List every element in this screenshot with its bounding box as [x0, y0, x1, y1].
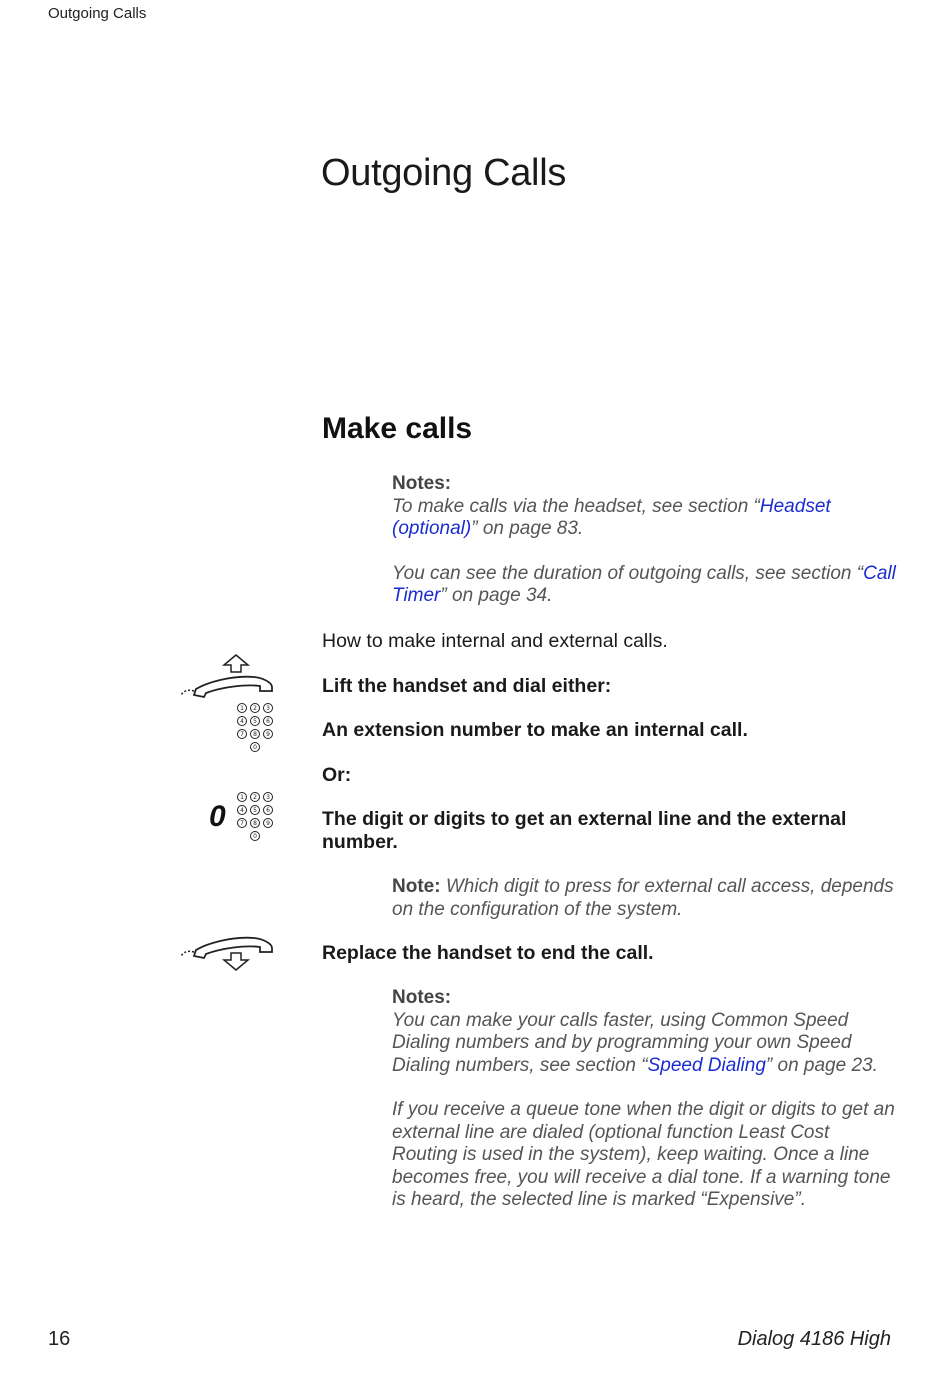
- page-number: 16: [48, 1328, 71, 1350]
- svg-text:1: 1: [240, 705, 244, 712]
- svg-text:1: 1: [240, 794, 244, 801]
- step-replace-handset: Replace the handset to end the call.: [322, 942, 654, 964]
- note-heading: Note:: [392, 876, 441, 897]
- svg-text:8: 8: [253, 731, 257, 738]
- handset-replace-icon: [176, 930, 276, 972]
- keypad-icon: [236, 702, 276, 754]
- notes-heading: Notes:: [392, 987, 452, 1008]
- zero-digit: 0: [209, 800, 226, 833]
- headset-link[interactable]: Headset (optional): [392, 495, 831, 539]
- svg-text:0: 0: [253, 744, 257, 751]
- step-or: Or:: [322, 764, 352, 786]
- step-extension: An extension number to make an internal call.: [322, 719, 748, 741]
- step-external: The digit or digits to get an external line and the external number.: [322, 808, 847, 853]
- note-speed-dialing-text: You can make your calls faster, using Common Speed Dialing numbers and by programming your own Speed Dialing numbers, see section “Speed Dialing” on page 23.: [392, 1009, 878, 1076]
- keypad-icon: [236, 791, 276, 843]
- intro-text: How to make internal and external calls.: [322, 630, 668, 652]
- svg-text:9: 9: [266, 820, 270, 827]
- notes-block-headset: [392, 473, 897, 608]
- section-title: Make calls: [322, 412, 473, 445]
- note-headset-text: To make calls via the headset, see section “Headset (optional)” on page 83.: [392, 495, 831, 539]
- step-lift-handset: Lift the handset and dial either:: [322, 675, 612, 697]
- note-external-text: Which digit to press for external call access, depends on the configuration of the system.: [392, 876, 894, 920]
- svg-text:6: 6: [266, 807, 270, 814]
- svg-text:4: 4: [240, 718, 244, 725]
- speed-dialing-link[interactable]: Speed Dialing: [647, 1054, 766, 1076]
- notes-block-speed-dialing: [392, 987, 897, 1212]
- handset-lift-icon: [176, 653, 276, 699]
- note-external-access: [392, 876, 897, 921]
- svg-text:5: 5: [253, 807, 257, 814]
- svg-text:3: 3: [266, 794, 270, 801]
- svg-text:6: 6: [266, 718, 270, 725]
- svg-text:9: 9: [266, 731, 270, 738]
- svg-text:3: 3: [266, 705, 270, 712]
- svg-text:0: 0: [253, 833, 257, 840]
- call-timer-link[interactable]: Call Timer: [392, 562, 896, 606]
- chapter-title: Outgoing Calls: [321, 152, 567, 194]
- svg-text:4: 4: [240, 807, 244, 814]
- notes-heading: Notes:: [392, 473, 452, 494]
- svg-text:2: 2: [253, 705, 257, 712]
- svg-text:7: 7: [240, 731, 244, 738]
- note-call-timer-text: You can see the duration of outgoing calls, see section “Call Timer” on page 34.: [392, 562, 896, 606]
- running-header: Outgoing Calls: [48, 5, 147, 22]
- svg-text:8: 8: [253, 820, 257, 827]
- note-queue-tone-text: If you receive a queue tone when the digit or digits to get an external line are dialed (optional function Least Cost Routing is used in the system), keep waiting. Once a line becomes free, you will receive a dial tone. If a warning tone is heard, the selected line is marked “Expensive”.: [392, 1099, 895, 1210]
- svg-text:5: 5: [253, 718, 257, 725]
- svg-text:2: 2: [253, 794, 257, 801]
- svg-text:7: 7: [240, 820, 244, 827]
- product-name: Dialog 4186 High: [737, 1328, 891, 1350]
